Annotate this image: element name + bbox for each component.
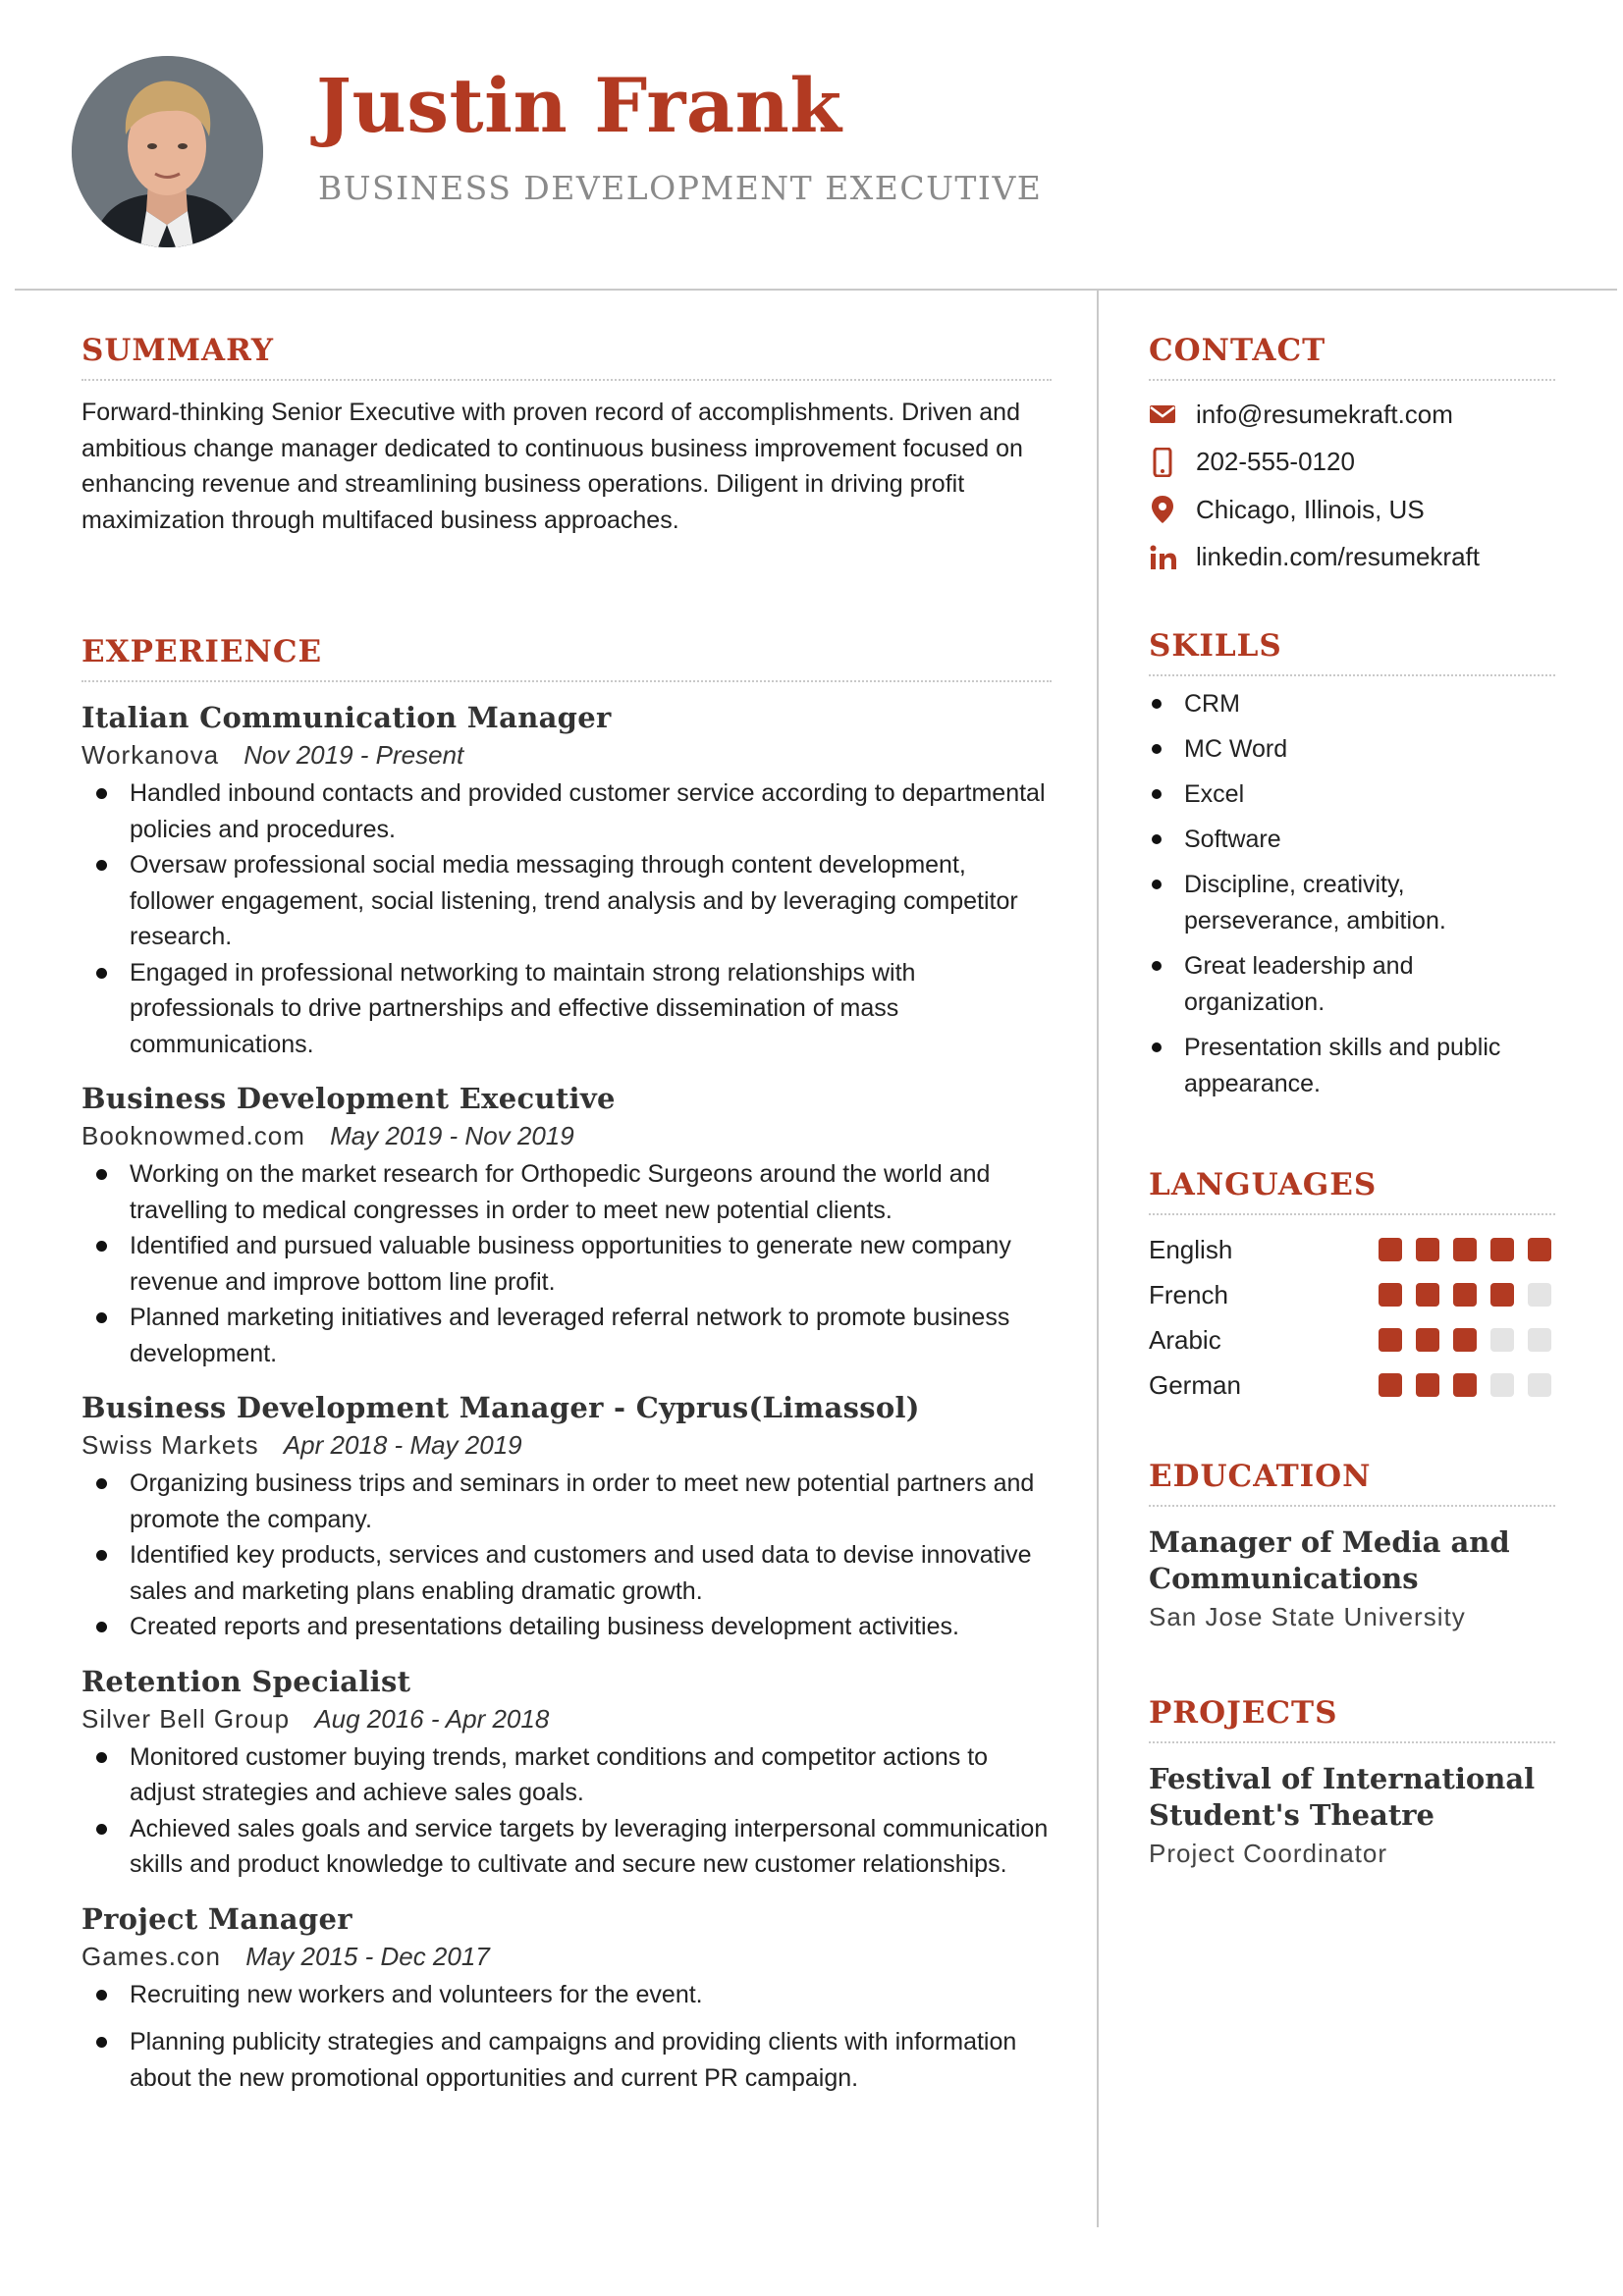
summary-section <box>81 333 1052 538</box>
job-entry-dates: Nov 2019 - Present <box>243 740 464 770</box>
language-name: French <box>1149 1279 1228 1309</box>
skill-item: Presentation skills and public appearance. <box>1149 1030 1555 1102</box>
level-dot-empty <box>1490 1373 1514 1397</box>
contact-phone-text: 202-555-0120 <box>1196 447 1355 477</box>
job-bullet: Identified and pursued valuable business opportunities to generate new company revenue and improve bottom line profit. <box>81 1228 1052 1300</box>
contact-email[interactable] <box>1149 391 1555 439</box>
language-row <box>1149 1272 1555 1317</box>
language-level <box>1379 1328 1555 1352</box>
language-row <box>1149 1317 1555 1362</box>
contact-linkedin-text: linkedin.com/resumekraft <box>1196 542 1480 572</box>
level-dot-filled <box>1416 1373 1439 1397</box>
job-entry-company: Swiss Markets <box>81 1430 259 1460</box>
job-entry-bullets <box>81 1466 1052 1645</box>
job-entry-company: Workanova <box>81 740 220 770</box>
projects-section <box>1149 1695 1555 1873</box>
header-divider <box>15 289 1617 291</box>
experience-entry <box>81 1389 1052 1645</box>
person-portrait-icon <box>72 56 263 247</box>
experience-entry <box>81 1663 1052 1883</box>
job-entry-title: Project Manager <box>81 1901 352 1936</box>
contact-location <box>1149 486 1555 534</box>
experience-entry <box>81 699 1052 1062</box>
skill-item: Excel <box>1149 776 1555 813</box>
skills-list <box>1149 686 1555 1102</box>
job-entry-company: Silver Bell Group <box>81 1703 291 1734</box>
profile-photo <box>72 56 263 247</box>
job-entry-meta <box>81 1700 1052 1737</box>
job-entry-dates: May 2019 - Nov 2019 <box>330 1121 574 1150</box>
level-dot-filled <box>1379 1283 1402 1307</box>
level-dot-filled <box>1490 1238 1514 1261</box>
language-level <box>1379 1373 1555 1397</box>
phone-icon <box>1149 448 1196 477</box>
experience-entry <box>81 1080 1052 1371</box>
job-entry-title: Business Development Executive <box>81 1082 616 1115</box>
education-section <box>1149 1459 1555 1636</box>
skill-item: Software <box>1149 822 1555 858</box>
experience-entry <box>81 1900 1052 2097</box>
job-bullet: Working on the market research for Orthopedic Surgeons around the world and travelling to medical congresses in order to meet new potential clients. <box>81 1156 1052 1228</box>
level-dot-filled <box>1416 1283 1439 1307</box>
level-dot-empty <box>1528 1283 1551 1307</box>
job-entry-meta <box>81 736 1052 774</box>
job-entry-title: Retention Specialist <box>81 1664 411 1698</box>
level-dot-filled <box>1528 1238 1551 1261</box>
contact-phone[interactable] <box>1149 439 1555 487</box>
job-entry-bullets <box>81 1156 1052 1371</box>
languages-heading: LANGUAGES <box>1149 1170 1555 1215</box>
resume-header <box>0 0 1623 291</box>
job-entry-company: Games.con <box>81 1941 221 1971</box>
contact-email-text: info@resumekraft.com <box>1196 399 1453 429</box>
job-bullet: Monitored customer buying trends, market conditions and competitor actions to adjust strategies and achieve sales goals. <box>81 1739 1052 1811</box>
job-entry-dates: Apr 2018 - May 2019 <box>283 1430 522 1460</box>
skill-item: CRM <box>1149 686 1555 722</box>
contact-location-text: Chicago, Illinois, US <box>1196 494 1425 524</box>
job-entry-dates: May 2015 - Dec 2017 <box>245 1941 490 1971</box>
language-row <box>1149 1362 1555 1408</box>
experience-section <box>81 634 1052 2096</box>
job-bullet: Identified key products, services and customers and used data to devise innovative sales and marketing plans enabling dramatic growth. <box>81 1537 1052 1609</box>
level-dot-empty <box>1528 1328 1551 1352</box>
job-entry-title: Italian Communication Manager <box>81 701 612 734</box>
contact-linkedin[interactable] <box>1149 534 1555 582</box>
contact-heading: CONTACT <box>1149 336 1555 381</box>
level-dot-filled <box>1490 1283 1514 1307</box>
languages-list <box>1149 1227 1555 1408</box>
level-dot-filled <box>1453 1238 1477 1261</box>
job-entry-meta <box>81 1938 1052 1975</box>
language-level <box>1379 1238 1555 1261</box>
job-bullet: Created reports and presentations detailing business development activities. <box>81 1609 1052 1645</box>
skills-heading: SKILLS <box>1149 631 1555 676</box>
level-dot-filled <box>1379 1373 1402 1397</box>
education-degree: Manager of Media and Communications <box>1149 1525 1510 1595</box>
skill-item: Great leadership and organization. <box>1149 948 1555 1021</box>
linkedin-icon <box>1149 544 1196 571</box>
job-bullet: Achieved sales goals and service targets by leveraging interpersonal communication skills and product knowledge to cultivate and secure new customer relationships. <box>81 1811 1052 1883</box>
job-bullet: Engaged in professional networking to maintain strong relationships with professionals to drive partnerships and effective dissemination of mass communications. <box>81 955 1052 1063</box>
job-entry-company: Booknowmed.com <box>81 1121 305 1150</box>
job-bullet: Handled inbound contacts and provided customer service according to departmental policies and procedures. <box>81 775 1052 847</box>
skill-item: MC Word <box>1149 731 1555 768</box>
language-row <box>1149 1227 1555 1272</box>
language-name: Arabic <box>1149 1324 1221 1355</box>
level-dot-filled <box>1453 1283 1477 1307</box>
skill-item: Discipline, creativity, perseverance, ambition. <box>1149 867 1555 939</box>
job-entry-bullets <box>81 1977 1052 2097</box>
project-role: Project Coordinator <box>1149 1839 1387 1868</box>
location-pin-icon <box>1149 495 1196 524</box>
summary-text: Forward-thinking Senior Executive with proven record of accomplishments. Driven and ambitious change manager dedicated to continuous business improvement focused on enhancing revenue and streamlining business operations. Diligent in driving profit maximization through multifaced business approaches. <box>81 399 1023 534</box>
job-entry-bullets <box>81 775 1052 1062</box>
language-name: English <box>1149 1234 1233 1264</box>
projects-heading: PROJECTS <box>1149 1698 1555 1743</box>
level-dot-filled <box>1379 1238 1402 1261</box>
summary-heading: SUMMARY <box>81 336 1052 381</box>
level-dot-filled <box>1416 1238 1439 1261</box>
job-entry-meta <box>81 1426 1052 1464</box>
job-bullet: Recruiting new workers and volunteers for the event. <box>81 1977 1052 2013</box>
job-bullet: Planned marketing initiatives and leveraged referral network to promote business development. <box>81 1300 1052 1371</box>
level-dot-filled <box>1416 1328 1439 1352</box>
job-entry-bullets <box>81 1739 1052 1883</box>
level-dot-filled <box>1453 1373 1477 1397</box>
job-bullet: Oversaw professional social media messaging through content development, follower engagement, social listening, trend analysis and by leveraging competitor research. <box>81 847 1052 955</box>
language-name: German <box>1149 1369 1241 1400</box>
languages-section <box>1149 1167 1555 1408</box>
contact-list <box>1149 391 1555 581</box>
job-entry-title: Business Development Manager - Cyprus(Limassol) <box>81 1391 920 1424</box>
education-school: San Jose State University <box>1149 1602 1466 1631</box>
skills-section <box>1149 628 1555 1111</box>
job-bullet: Organizing business trips and seminars in order to meet new potential partners and promote the company. <box>81 1466 1052 1537</box>
column-divider <box>1097 291 1099 2227</box>
experience-heading: EXPERIENCE <box>81 637 1052 682</box>
email-icon <box>1149 403 1196 425</box>
level-dot-filled <box>1379 1328 1402 1352</box>
level-dot-filled <box>1453 1328 1477 1352</box>
level-dot-empty <box>1528 1373 1551 1397</box>
education-heading: EDUCATION <box>1149 1462 1555 1507</box>
project-name: Festival of International Student's Theatre <box>1149 1762 1536 1832</box>
candidate-job-title: BUSINESS DEVELOPMENT EXECUTIVE <box>318 169 1043 207</box>
candidate-name: Justin Frank <box>316 62 842 149</box>
level-dot-empty <box>1490 1328 1514 1352</box>
contact-section <box>1149 333 1555 581</box>
job-entry-dates: Aug 2016 - Apr 2018 <box>314 1703 550 1734</box>
language-level <box>1379 1283 1555 1307</box>
job-bullet: Planning publicity strategies and campaigns and providing clients with information about the new promotional opportunities and current PR campaign. <box>81 2024 1052 2096</box>
job-entry-meta <box>81 1117 1052 1154</box>
